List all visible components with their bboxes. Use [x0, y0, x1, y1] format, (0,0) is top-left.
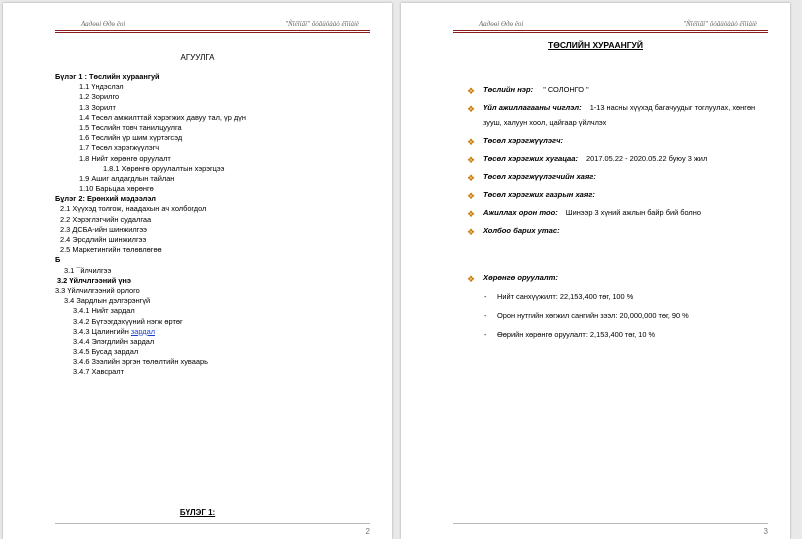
toc-entry-text: 1.3 Зорилт: [79, 102, 116, 112]
diamond-bullet-icon: ❖: [467, 209, 476, 219]
diamond-bullet-icon: ❖: [467, 227, 476, 237]
header-right-text: "Ñîëîíãî" õóâüöààò êîìïàíè: [683, 20, 757, 28]
toc-entry-text: 3.4.5 Бусад зардал: [73, 347, 139, 357]
header-rule: [55, 30, 370, 33]
toc-entry[interactable]: [55, 337, 375, 347]
field-label: Төслийн нэр:: [483, 85, 534, 94]
diamond-bullet-icon: ❖: [467, 86, 476, 96]
field-label: Ажиллах орон тоо:: [483, 208, 558, 217]
toc-entry-text: 2.4 Эрсдлийн шинжилгээ: [60, 235, 147, 244]
toc-entry-text: 1.6 Төслийн үр шим хүртэгсэд: [79, 133, 183, 143]
toc-entry[interactable]: [55, 174, 375, 184]
field-value-continued: зууш, халуун хоол, цайгаар үйлчлэх: [483, 118, 607, 127]
summary-field: [467, 172, 777, 181]
toc-entry-text: Бұлэг 2: Ерөнхий мэдээлэл: [55, 194, 156, 204]
field-label: Төсөл хэрэгжүүлэгч:: [483, 136, 564, 145]
toc-entry-text: 1.7 Төсөл хэрэгжүүлэгч: [79, 143, 160, 153]
diamond-bullet-icon: ❖: [467, 104, 476, 114]
table-of-contents: [55, 72, 375, 378]
field-value: 1-13 насны хүүхэд багачуудыг тоглуулах, хөнгөн: [589, 103, 756, 112]
field-label: Холбоо барих утас:: [483, 226, 560, 235]
footer-rule: [55, 523, 370, 524]
field-value: 2017.05.22 - 2020.05.22 буюу 3 жил: [586, 154, 708, 163]
field-label: Төсөл хэрэгжих хугацаа:: [483, 154, 579, 163]
summary-field: [467, 136, 777, 145]
toc-entry-text: Б: [55, 255, 61, 265]
diamond-bullet-icon: ❖: [467, 155, 476, 165]
document-page-3: [401, 3, 790, 539]
summary-field: [467, 226, 777, 235]
toc-entry-text: 1.4 Төсөл амжилттай хэрэгжих давуу тал, үр дүн: [79, 112, 246, 122]
field-label: Үйл ажиллагааны чиглэл:: [483, 103, 582, 112]
page-number: 2: [365, 527, 370, 536]
toc-entry-text: 1.9 Ашиг алдагдлын тайлан: [79, 173, 175, 183]
toc-entry[interactable]: [55, 92, 375, 102]
toc-entry[interactable]: [55, 184, 375, 194]
toc-entry[interactable]: [55, 215, 375, 225]
field-value: " СОЛОНГО ": [541, 85, 589, 94]
toc-entry[interactable]: [55, 204, 375, 214]
diamond-bullet-icon: ❖: [467, 173, 476, 183]
investment-item-text: Нийт санхүүжилт: 22,153,400 төг, 100 %: [497, 292, 634, 301]
footer-rule: [453, 523, 768, 524]
toc-hyperlink[interactable]: зардал: [130, 326, 156, 336]
toc-entry-text: 1.8.1 Хөрөнгө оруулалтын хэрэгцээ: [103, 163, 225, 173]
toc-entry-text: 1.5 Төслийн товч танилцуулга: [79, 122, 182, 132]
toc-entry-text: 3.2 Үйлчлгээний үнэ: [57, 275, 131, 285]
toc-entry[interactable]: [55, 164, 375, 174]
summary-field: [467, 103, 777, 127]
toc-entry[interactable]: [55, 357, 375, 367]
toc-entry[interactable]: [55, 266, 375, 276]
toc-entry[interactable]: [55, 194, 375, 204]
toc-entry[interactable]: [55, 103, 375, 113]
toc-entry[interactable]: [55, 235, 375, 245]
toc-entry-text: 2.1 Хүүхэд толгож, наадахын ач холбогдол: [60, 204, 207, 214]
toc-entry-text: 3.4.6 Зээлийн эргэн төлөлтийн хуваарь: [73, 357, 208, 367]
toc-entry-text: 2.3 ДСБА-ийн шинжилгээ: [60, 224, 147, 234]
toc-entry[interactable]: [55, 72, 375, 82]
toc-entry-text: 3.3 Үйлчилгээний орлого: [55, 285, 140, 295]
toc-entry[interactable]: [55, 317, 375, 327]
toc-entry[interactable]: [55, 306, 375, 316]
toc-entry[interactable]: [55, 296, 375, 306]
toc-entry[interactable]: [55, 286, 375, 296]
field-label: Төсөл хэрэгжүүлэгчийн хаяг:: [483, 172, 596, 181]
toc-entry-text: 1.1 Үндэслэл: [79, 82, 124, 92]
toc-entry[interactable]: [55, 327, 375, 337]
investment-section: [467, 273, 777, 339]
diamond-bullet-icon: ❖: [467, 137, 476, 147]
page-number: 3: [763, 527, 768, 536]
summary-field: [467, 154, 777, 163]
toc-entry-text: 3.4.3 Цалингийн: [73, 326, 131, 336]
field-value: Шинээр 3 хүний ажлын байр бий болно: [565, 208, 701, 217]
investment-item-text: Өөрийн хөрөнгө оруулалт: 2,153,400 төг, 10 %: [497, 330, 656, 339]
investment-item: - Орон нутгийн хөгжил сангийн зээл: 20,000,000 төг, 90 %: [484, 311, 689, 320]
diamond-bullet-icon: ❖: [467, 274, 476, 284]
toc-entry[interactable]: [55, 276, 375, 286]
toc-entry[interactable]: [55, 82, 375, 92]
toc-entry[interactable]: [55, 255, 375, 265]
header-right-text: "Ñîëîíãî" õóâüöààò êîìïàíè: [285, 20, 359, 28]
header-rule: [453, 30, 768, 33]
toc-entry-text: 3.4.7 Хавсралт: [73, 367, 124, 377]
field-label: Төсөл хэрэгжих газрын хаяг:: [483, 190, 595, 199]
investment-item: - Нийт санхүүжилт: 22,153,400 төг, 100 %: [484, 292, 634, 301]
summary-title: ТӨСЛИЙН ХУРААНГУЙ: [548, 40, 643, 50]
toc-entry[interactable]: [55, 245, 375, 255]
investment-item: - Өөрийн хөрөнгө оруулалт: 2,153,400 төг, 10 %: [484, 330, 656, 339]
toc-entry-text: 1.2 Зорилго: [79, 92, 120, 102]
toc-entry[interactable]: [55, 154, 375, 164]
toc-entry-text: 1.8 Нийт хөрөнгө оруулалт: [79, 153, 171, 163]
toc-entry-text: Бүлэг 1 : Төслийн хураангуй: [55, 72, 160, 81]
project-summary-fields: [467, 85, 777, 244]
investment-label: Хөрөнгө оруулалт:: [483, 273, 558, 282]
document-page-2: [3, 3, 392, 539]
toc-entry-text: 1.10 Барьцаа хөрөнгө: [79, 184, 154, 194]
toc-entry-text: 3.1 ¯йлчилгээ: [64, 265, 112, 275]
summary-field: [467, 85, 777, 94]
toc-entry-text: 3.4.1 Нийт зардал: [73, 306, 135, 316]
summary-field: [467, 208, 777, 217]
toc-entry-text: 2.2 Хэрэглэгчийн судалгаа: [60, 214, 152, 224]
toc-entry[interactable]: [55, 113, 375, 123]
toc-entry[interactable]: [55, 123, 375, 133]
investment-item-text: Орон нутгийн хөгжил сангийн зээл: 20,000,000 төг, 90 %: [497, 311, 689, 320]
diamond-bullet-icon: ❖: [467, 191, 476, 201]
toc-entry-text: 3.4 Зардлын дэлгэрэнгүй: [64, 296, 151, 306]
toc-entry[interactable]: [55, 367, 375, 377]
toc-entry-text: 3.4.4 Элэгдлийн зардал: [73, 336, 155, 346]
toc-title: АГУУЛГА: [180, 53, 215, 62]
toc-entry[interactable]: [55, 225, 375, 235]
header-left-text: Аадөөі Өдө ёоі: [81, 20, 126, 28]
toc-entry[interactable]: [55, 133, 375, 143]
toc-entry-text: 2.5 Маркетингийн төлөвлөгөө: [60, 245, 162, 255]
chapter-1-heading: БҮЛЭГ 1:: [179, 508, 216, 517]
toc-entry[interactable]: [55, 347, 375, 357]
summary-field: [467, 190, 777, 199]
toc-entry[interactable]: [55, 143, 375, 153]
toc-entry-text: 3.4.2 Бүтээгдэхүүний нэгж өртөг: [73, 316, 183, 326]
header-left-text: Аадөөі Өдө ёоі: [479, 20, 524, 28]
